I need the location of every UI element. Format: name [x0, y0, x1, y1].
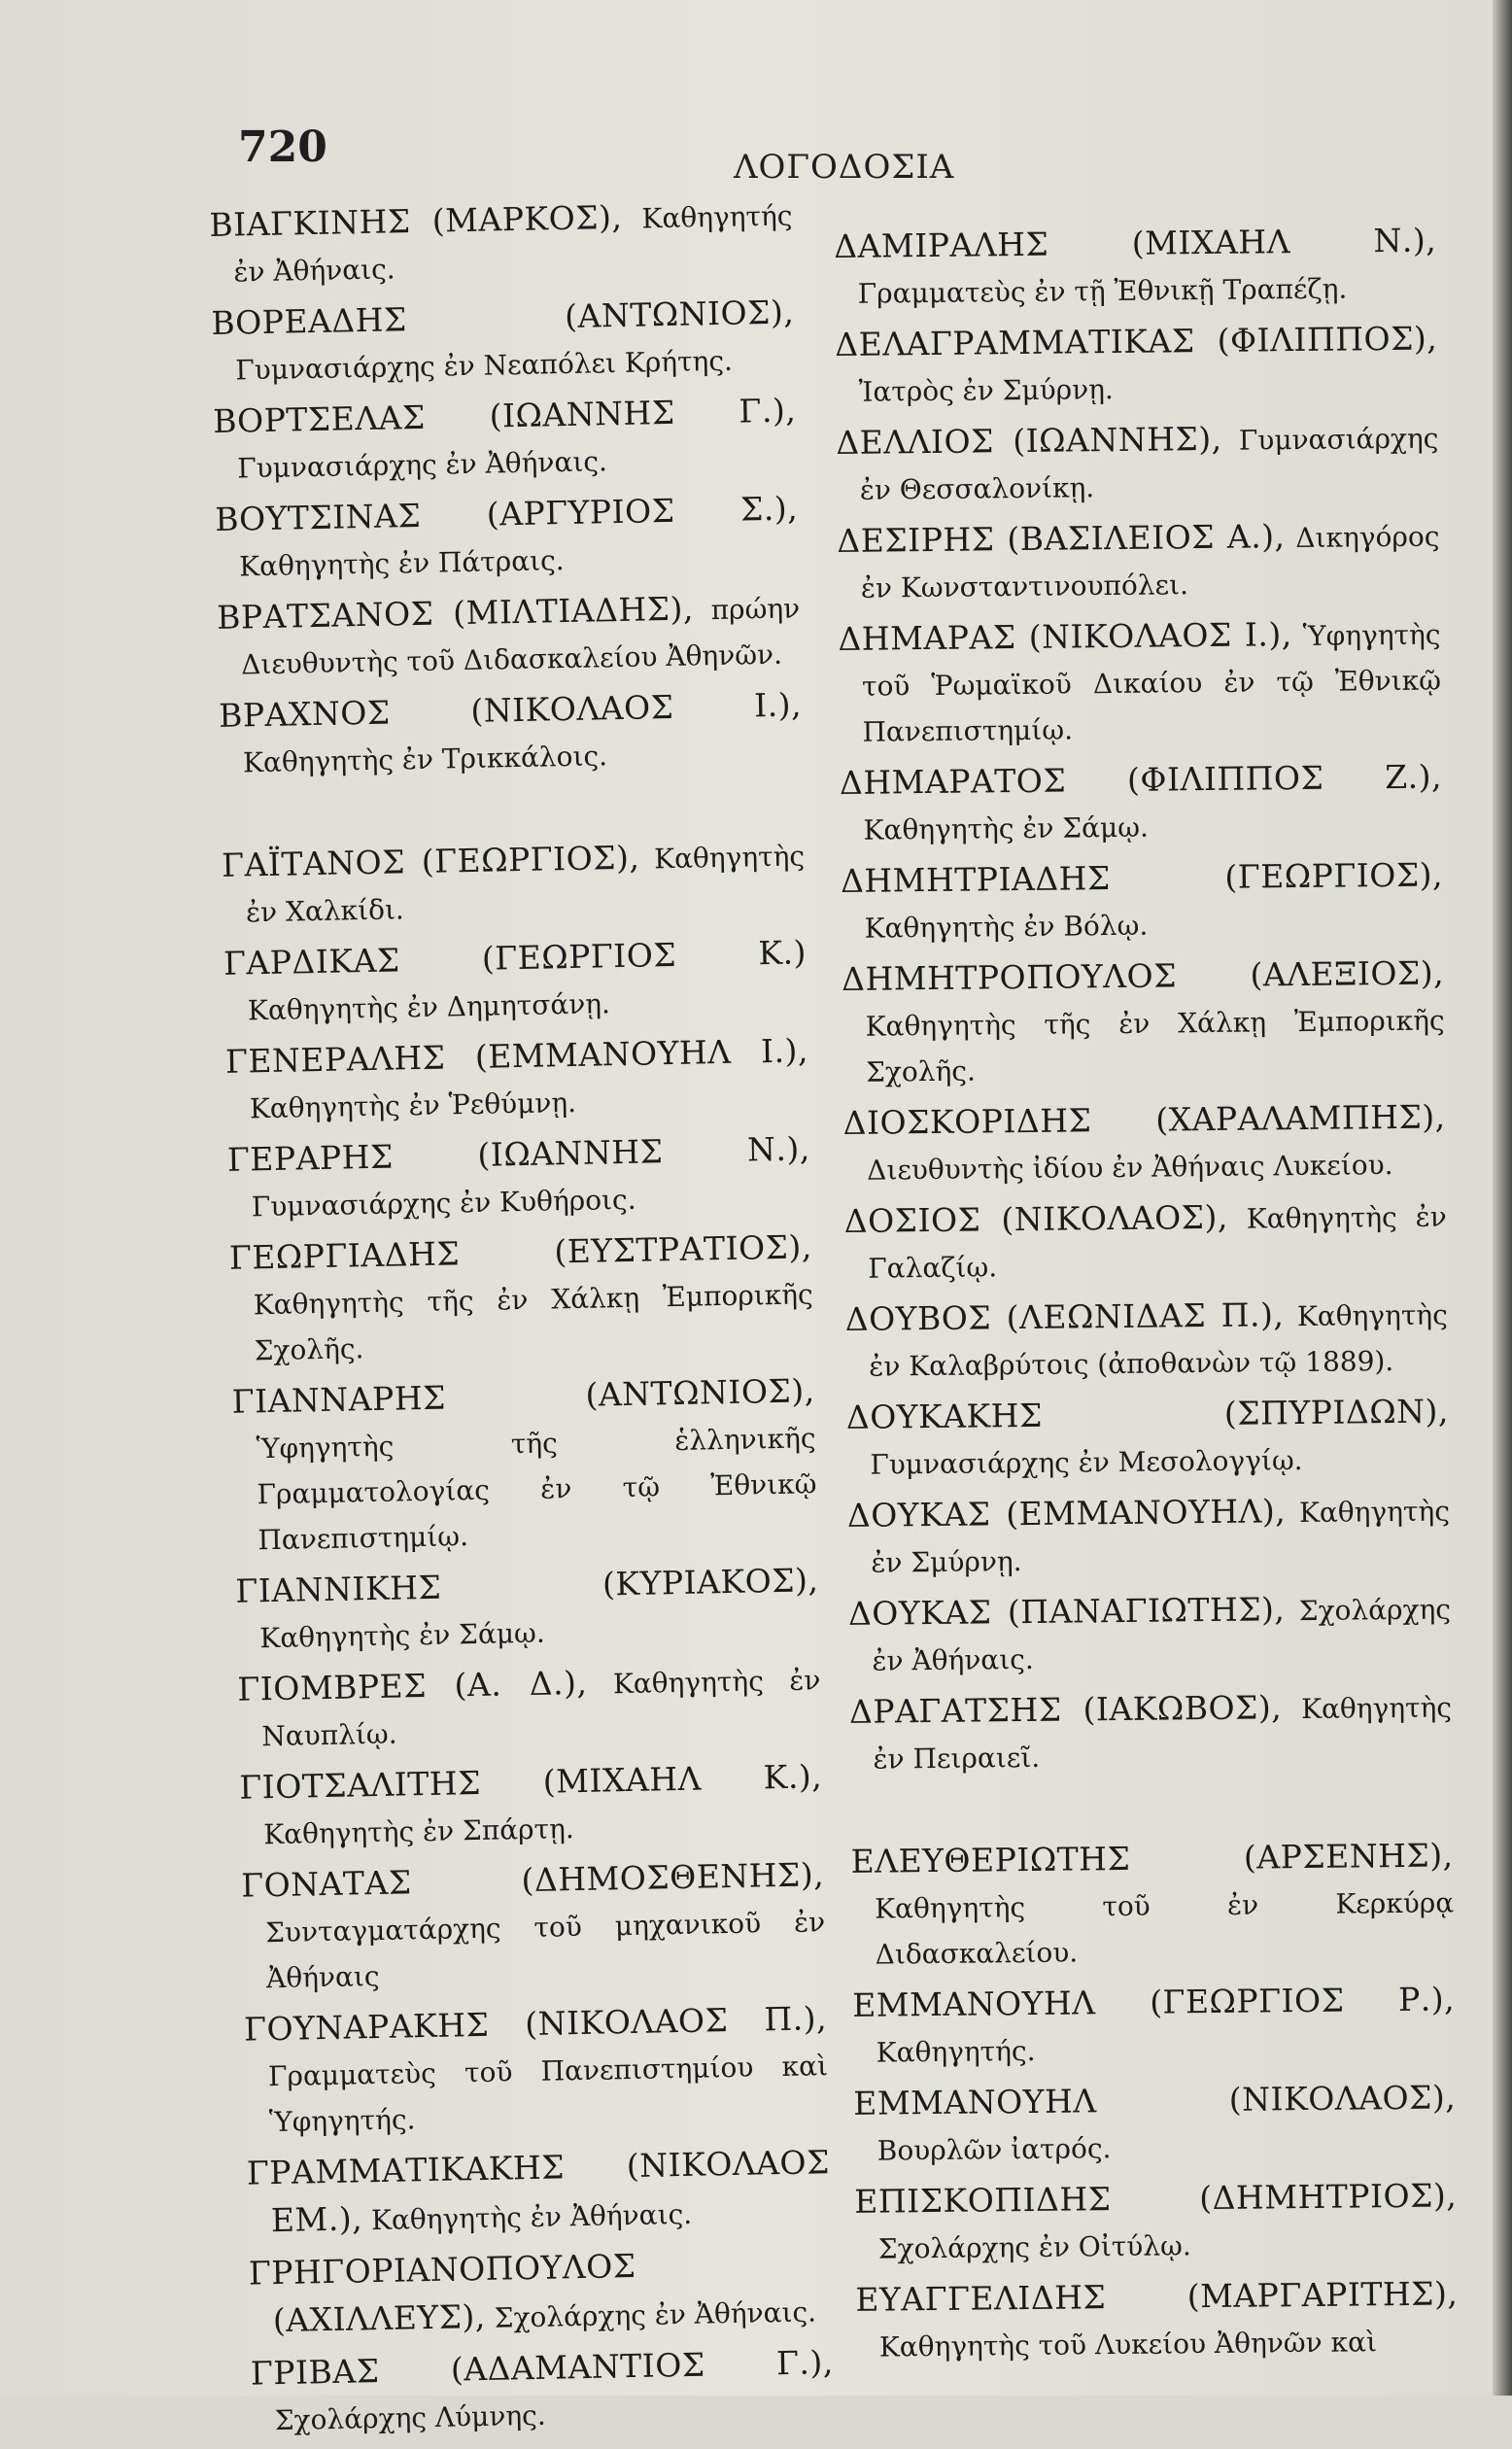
entry-name: ΓΡΑΜΜΑΤΙΚΑΚΗΣ (ΝΙΚΟΛΑΟΣ ΕΜ.),: [246, 2143, 831, 2240]
entry-name: ΔΟΥΚΑΣ (ΕΜΜΑΝΟΥΗΛ),: [846, 1492, 1287, 1535]
directory-entry: [848, 1584, 1452, 1683]
entry-description: Καθηγητὴς ἐν Ἀθήναις.: [370, 2197, 693, 2237]
entry-name: ΓΕΝΕΡΑΛΗΣ (ΕΜΜΑΝΟΥΗΛ Ι.),: [224, 1031, 809, 1081]
directory-entry: [835, 316, 1438, 415]
directory-entry: [842, 1093, 1446, 1192]
entry-name: ΕΛΕΥΘΕΡΙΩΤΗΣ (ΑΡΣΕΝΗΣ),: [850, 1836, 1454, 1880]
entry-description: Καθηγητής ἐν Ἀθήναις.: [233, 199, 793, 289]
entry-description: Καθηγητὴς ἐν Σάμῳ.: [863, 811, 1150, 846]
entry-name: ΔΑΜΙΡΑΛΗΣ (ΜΙΧΑΗΛ Ν.),: [834, 221, 1437, 265]
directory-entry: [237, 1655, 822, 1760]
entry-description: Καθηγητὴς ἐν Ναυπλίῳ.: [261, 1664, 821, 1753]
entry-name: ΓΙΑΝΝΑΡΗΣ (ΑΝΤΩΝΙΟΣ),: [231, 1371, 815, 1421]
directory-entry: [223, 929, 808, 1034]
directory-entry: [842, 949, 1445, 1094]
directory-entry: [852, 1976, 1456, 2075]
directory-entry: [222, 831, 807, 936]
directory-entry: [226, 1125, 811, 1230]
entry-description: Σχολάρχης ἐν Ἀθήναις.: [494, 2295, 817, 2334]
entry-description: Καθηγητὴς ἐν Σπάρτῃ.: [262, 1812, 575, 1851]
entry-description: Βουρλῶν ἰατρός.: [876, 2132, 1112, 2167]
entry-name: ΓΟΥΝΑΡΑΚΗΣ (ΝΙΚΟΛΑΟΣ Π.),: [243, 1999, 828, 2049]
directory-entry: [846, 1388, 1450, 1487]
entry-description: Καθηγητὴς ἐν Σάμῳ.: [259, 1616, 546, 1655]
entry-name: ΓΕΩΡΓΙΑΔΗΣ (ΕΥΣΤΡΑΤΙΟΣ),: [228, 1227, 813, 1277]
entry-name: ΓΑΡΔΙΚΑΣ (ΓΕΩΡΓΙΟΣ Κ.): [223, 933, 808, 983]
entry-description: Ὑφηγητὴς τοῦ Ῥωμαϊκοῦ Δικαίου ἐν τῷ Ἐθνικῷ Πανεπιστημίῳ.: [861, 618, 1442, 748]
entry-description: Καθηγητὴς ἐν Πειραιεῖ.: [873, 1691, 1453, 1776]
directory-entry: [209, 190, 794, 295]
entry-description: Γυμνασιάρχης ἐν Νεαπόλει Κρήτης.: [235, 344, 734, 387]
entry-description: Σχολάρχης Λύμνης.: [274, 2398, 546, 2437]
directory-entry: [837, 511, 1440, 610]
entry-description: Ὑφηγητὴς τῆς ἑλληνικῆς Γραμματολογίας ἐν τῷ Ἐθνικῷ Πανεπιστημίῳ.: [256, 1422, 817, 1557]
directory-entry: [838, 609, 1441, 754]
entry-name: ΓΡΗΓΟΡΙΑΝΟΠΟΥΛΟΣ (ΑΧΙΛΛΕΥΣ),: [248, 2246, 636, 2340]
directory-entry: [211, 289, 796, 394]
entry-description: Καθηγητὴς ἐν Χαλκίδι.: [245, 840, 806, 929]
entry-description: Καθηγητής.: [876, 2034, 1036, 2069]
right-column: [834, 218, 1459, 2375]
directory-entry: [855, 2270, 1459, 2369]
directory-entry: [248, 2239, 833, 2346]
page-number: 720: [238, 122, 327, 172]
directory-entry: [836, 413, 1439, 512]
entry-name: ΕΠΙΣΚΟΠΙΔΗΣ (ΔΗΜΗΤΡΙΟΣ),: [854, 2176, 1458, 2221]
directory-entry: [228, 1224, 814, 1373]
directory-entry: [235, 1557, 820, 1662]
directory-entry: [246, 2139, 831, 2246]
directory-entry: [217, 583, 802, 688]
entry-name: ΔΟΥΒΟΣ (ΛΕΩΝΙΔΑΣ Π.),: [844, 1295, 1285, 1338]
entry-description: Γυμνασιάρχης ἐν Θεσσαλονίκῃ.: [859, 422, 1439, 506]
directory-entry: [850, 1832, 1454, 1977]
entry-name: ΒΡΑΧΝΟΣ (ΝΙΚΟΛΑΟΣ Ι.),: [218, 685, 803, 735]
entry-description: Γυμνασιάρχης ἐν Κυθήροις.: [251, 1183, 636, 1224]
entry-description: Ἰατρὸς ἐν Σμύρνῃ.: [858, 372, 1114, 408]
directory-entry: [239, 1753, 824, 1858]
directory-entry: [244, 1995, 830, 2145]
entry-name: ΔΕΛΛΙΟΣ (ΙΩΑΝΝΗΣ),: [836, 419, 1222, 462]
entry-name: ΕΜΜΑΝΟΥΗΛ (ΝΙΚΟΛΑΟΣ),: [853, 2078, 1457, 2122]
entry-name: ΕΥΑΓΓΕΛΙΔΗΣ (ΜΑΡΓΑΡΙΤΗΣ),: [855, 2274, 1459, 2319]
entry-name: ΓΡΙΒΑΣ (ΑΔΑΜΑΝΤΙΟΣ Γ.),: [250, 2343, 835, 2393]
directory-entry: [215, 485, 800, 590]
entry-description: Καθηγητὴς τοῦ ἐν Κερκύρᾳ Διδασκαλείου.: [874, 1886, 1455, 1971]
directory-entry: [847, 1486, 1451, 1585]
entry-name: ΔΟΣΙΟΣ (ΝΙΚΟΛΑΟΣ),: [843, 1197, 1229, 1240]
entry-description: Καθηγητὴς ἐν Δημητσάνῃ.: [247, 987, 611, 1027]
directory-entry: [840, 753, 1443, 852]
entry-name: ΔΟΥΚΑΣ (ΠΑΝΑΓΙΩΤΗΣ),: [847, 1590, 1286, 1633]
entry-name: ΓΑΪΤΑΝΟΣ (ΓΕΩΡΓΙΟΣ),: [221, 838, 640, 884]
entry-name: ΒΟΡΕΑΔΗΣ (ΑΝΤΩΝΙΟΣ),: [211, 293, 795, 342]
entry-description: Καθηγητὴς ἐν Βόλῳ.: [864, 909, 1149, 945]
directory-entry: [841, 851, 1444, 950]
entry-name: ΓΙΑΝΝΙΚΗΣ (ΚΥΡΙΑΚΟΣ),: [235, 1561, 819, 1610]
entry-name: ΒΙΑΓΚΙΝΗΣ (ΜΑΡΚΟΣ),: [209, 197, 623, 244]
entry-description: Γραμματεὺς ἐν τῇ Ἐθνικῇ Τραπέζῃ.: [857, 272, 1348, 310]
directory-entry: [241, 1851, 827, 2001]
directory-entry: [849, 1682, 1453, 1781]
entry-description: Καθηγητὴς ἐν Γαλαζίῳ.: [868, 1200, 1447, 1285]
entry-name: ΔΕΛΑΓΡΑΜΜΑΤΙΚΑΣ (ΦΙΛΙΠΠΟΣ),: [835, 319, 1438, 363]
entry-description: Καθηγητὴς ἐν Ῥεθύμνῃ.: [249, 1086, 577, 1125]
entry-description: Καθηγητὴς ἐν Τρικκάλοις.: [242, 740, 608, 779]
entry-name: ΔΕΣΙΡΗΣ (ΒΑΣΙΛΕΙΟΣ Α.),: [837, 517, 1286, 560]
entry-description: Καθηγητὴς ἐν Καλαβρύτοις (ἀποθανὼν τῷ 1889).: [869, 1298, 1448, 1383]
entry-name: ΒΟΡΤΣΕΛΑΣ (ΙΩΑΝΝΗΣ Γ.),: [212, 391, 797, 440]
left-column: [209, 190, 835, 2448]
entry-name: ΓΟΝΑΤΑΣ (ΔΗΜΟΣΘΕΝΗΣ),: [240, 1855, 825, 1905]
entry-name: ΔΙΟΣΚΟΡΙΔΗΣ (ΧΑΡΑΛΑΜΠΗΣ),: [842, 1097, 1446, 1142]
entry-name: ΓΙΟΤΣΑΛΙΤΗΣ (ΜΙΧΑΗΛ Κ.),: [238, 1757, 823, 1807]
directory-entry: [853, 2074, 1457, 2173]
directory-entry: [225, 1027, 810, 1132]
entry-description: Δικηγόρος ἐν Κωνσταντινουπόλει.: [860, 520, 1440, 604]
entry-name: ΔΗΜΗΤΡΟΠΟΥΛΟΣ (ΑΛΕΞΙΟΣ),: [841, 953, 1445, 998]
entry-description: Γραμματεὺς τοῦ Πανεπιστημίου καὶ Ὑφηγητής.: [267, 2050, 829, 2139]
entry-name: ΔΗΜΑΡΑΣ (ΝΙΚΟΛΑΟΣ Ι.),: [838, 615, 1292, 658]
entry-description: Καθηγητὴς τῆς ἐν Χάλκῃ Ἐμπορικῆς Σχολῆς.: [865, 1004, 1445, 1088]
entry-description: πρώην Διευθυντὴς τοῦ Διδασκαλείου Ἀθηνῶν.: [240, 592, 801, 681]
directory-entry: [845, 1290, 1449, 1389]
entry-name: ΕΜΜΑΝΟΥΗΛ (ΓΕΩΡΓΙΟΣ Ρ.),: [851, 1980, 1456, 2024]
entry-description: Γυμνασιάρχης ἐν Ἀθήναις.: [236, 445, 608, 485]
entry-description: Καθηγητὴς ἐν Σμύρνῃ.: [871, 1495, 1451, 1579]
directory-entry: [834, 218, 1437, 317]
entry-name: ΔΗΜΗΤΡΙΑΔΗΣ (ΓΕΩΡΓΙΟΣ),: [840, 855, 1444, 900]
entry-description: Καθηγητὴς τοῦ Λυκείου Ἀθηνῶν καὶ: [878, 2326, 1378, 2363]
directory-entry: [213, 387, 798, 492]
entry-description: Σχολάρχης ἐν Ἀθήναις.: [872, 1593, 1452, 1677]
book-spine-shadow: [1493, 0, 1512, 2396]
directory-entry: [854, 2172, 1458, 2271]
entry-name: ΒΟΥΤΣΙΝΑΣ (ΑΡΓΥΡΙΟΣ Σ.),: [214, 489, 799, 538]
entry-description: Διευθυντὴς ἰδίου ἐν Ἀθήναις Λυκείου.: [867, 1149, 1393, 1187]
directory-entry: [844, 1191, 1448, 1291]
entry-name: ΔΡΑΓΑΤΣΗΣ (ΙΑΚΩΒΟΣ),: [848, 1688, 1283, 1731]
entry-description: Σχολάρχης ἐν Οἰτύλῳ.: [877, 2229, 1191, 2265]
entry-description: Συνταγματάρχης τοῦ μηχανικοῦ ἐν Ἀθήναις: [264, 1906, 826, 1995]
directory-entry: [219, 681, 804, 786]
entry-name: ΒΡΑΤΣΑΝΟΣ (ΜΙΛΤΙΑΔΗΣ),: [216, 589, 695, 637]
entry-name: ΔΗΜΑΡΑΤΟΣ (ΦΙΛΙΠΠΟΣ Ζ.),: [839, 757, 1443, 802]
entry-description: Καθηγητὴς ἐν Πάτραις.: [238, 544, 565, 583]
directory-entry: [231, 1367, 818, 1563]
running-head: ΛΟΓΟΔΟΣΙΑ: [734, 148, 955, 187]
entry-description: Γυμνασιάρχης ἐν Μεσολογγίῳ.: [870, 1444, 1303, 1481]
entry-name: ΓΕΡΑΡΗΣ (ΙΩΑΝΝΗΣ Ν.),: [226, 1129, 811, 1179]
entry-description: Καθηγητὴς τῆς ἐν Χάλκῃ Ἐμπορικῆς Σχολῆς.: [253, 1278, 814, 1367]
entry-name: ΓΙΟΜΒΡΕΣ (Α. Δ.),: [237, 1663, 588, 1708]
entry-name: ΔΟΥΚΑΚΗΣ (ΣΠΥΡΙΔΩΝ),: [845, 1392, 1450, 1436]
directory-entry: [250, 2339, 835, 2444]
